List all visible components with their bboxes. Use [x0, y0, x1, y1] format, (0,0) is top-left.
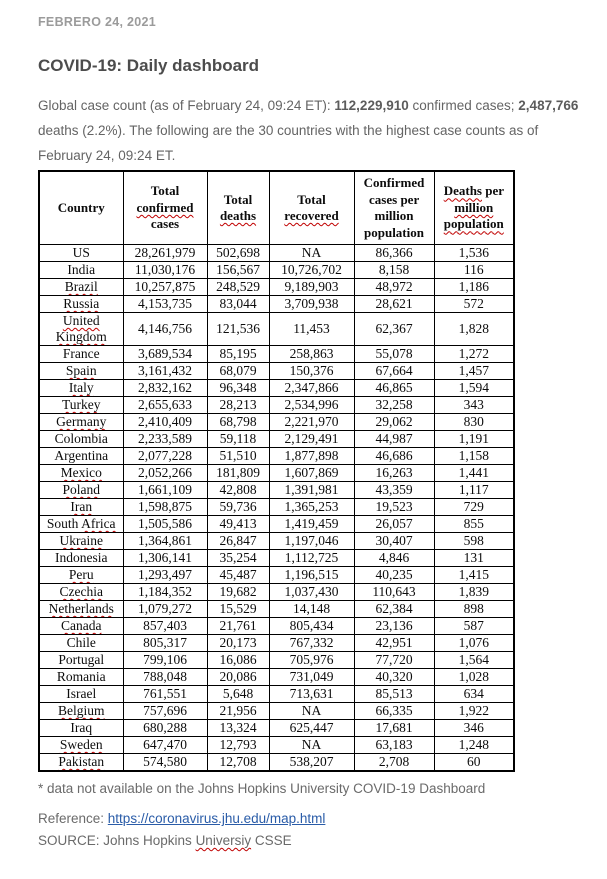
table-row — [39, 669, 514, 686]
value-cell: 26,847 — [207, 533, 269, 550]
value-cell: 11,030,176 — [123, 262, 207, 279]
column-header: Country — [39, 171, 123, 245]
value-cell: 1,117 — [434, 482, 514, 499]
value-cell: 1,419,459 — [269, 516, 354, 533]
value-cell: 11,453 — [269, 313, 354, 346]
value-cell: 2,832,162 — [123, 380, 207, 397]
value-cell: 1,191 — [434, 431, 514, 448]
value-cell: 598 — [434, 533, 514, 550]
table-row — [39, 601, 514, 618]
value-cell: 13,324 — [207, 720, 269, 737]
country-cell: Portugal — [39, 652, 123, 669]
country-cell: Colombia — [39, 431, 123, 448]
value-cell: 258,863 — [269, 346, 354, 363]
value-cell: 805,434 — [269, 618, 354, 635]
country-cell: Argentina — [39, 448, 123, 465]
country-cell: Belgium — [39, 703, 123, 720]
value-cell: 1,441 — [434, 465, 514, 482]
column-header: Deaths per million population — [434, 171, 514, 245]
table-row — [39, 482, 514, 499]
value-cell: NA — [269, 703, 354, 720]
value-cell: 85,513 — [354, 686, 434, 703]
value-cell: 68,079 — [207, 363, 269, 380]
value-cell: 55,078 — [354, 346, 434, 363]
value-cell: 4,153,735 — [123, 296, 207, 313]
table-row — [39, 737, 514, 754]
value-cell: 705,976 — [269, 652, 354, 669]
value-cell: 63,183 — [354, 737, 434, 754]
country-cell: Iran — [39, 499, 123, 516]
value-cell: 2,129,491 — [269, 431, 354, 448]
value-cell: 1,415 — [434, 567, 514, 584]
value-cell: 2,233,589 — [123, 431, 207, 448]
value-cell: 121,536 — [207, 313, 269, 346]
value-cell: 2,347,866 — [269, 380, 354, 397]
value-cell: 1,272 — [434, 346, 514, 363]
value-cell: 1,079,272 — [123, 601, 207, 618]
source-line — [38, 833, 579, 848]
country-cell: Russia — [39, 296, 123, 313]
value-cell: 15,529 — [207, 601, 269, 618]
table-row — [39, 703, 514, 720]
value-cell: 1,293,497 — [123, 567, 207, 584]
value-cell: 587 — [434, 618, 514, 635]
value-cell: 855 — [434, 516, 514, 533]
value-cell: 713,631 — [269, 686, 354, 703]
value-cell: 248,529 — [207, 279, 269, 296]
value-cell: 83,044 — [207, 296, 269, 313]
value-cell: 19,523 — [354, 499, 434, 516]
country-cell: Germany — [39, 414, 123, 431]
country-cell: Sweden — [39, 737, 123, 754]
table-row — [39, 652, 514, 669]
value-cell: 1,184,352 — [123, 584, 207, 601]
intro-bold-number: 2,487,766 — [518, 98, 579, 113]
value-cell: 44,987 — [354, 431, 434, 448]
value-cell: 181,809 — [207, 465, 269, 482]
value-cell: 59,736 — [207, 499, 269, 516]
value-cell: 96,348 — [207, 380, 269, 397]
value-cell: 19,682 — [207, 584, 269, 601]
date-label: FEBRERO 24, 2021 — [38, 15, 157, 29]
value-cell: 799,106 — [123, 652, 207, 669]
table-row — [39, 245, 514, 262]
table-row — [39, 567, 514, 584]
value-cell: 898 — [434, 601, 514, 618]
value-cell: 729 — [434, 499, 514, 516]
value-cell: 788,048 — [123, 669, 207, 686]
value-cell: 17,681 — [354, 720, 434, 737]
value-cell: 2,655,633 — [123, 397, 207, 414]
value-cell: 77,720 — [354, 652, 434, 669]
value-cell: 805,317 — [123, 635, 207, 652]
source-suffix: CSSE — [251, 833, 292, 848]
page-title: COVID-19: Daily dashboard — [38, 56, 260, 75]
value-cell: 16,086 — [207, 652, 269, 669]
value-cell: 10,726,702 — [269, 262, 354, 279]
country-cell: Iraq — [39, 720, 123, 737]
table-row — [39, 635, 514, 652]
value-cell: 2,052,266 — [123, 465, 207, 482]
value-cell: 8,158 — [354, 262, 434, 279]
country-cell: Israel — [39, 686, 123, 703]
value-cell: 1,536 — [434, 245, 514, 262]
table-row — [39, 380, 514, 397]
value-cell: 625,447 — [269, 720, 354, 737]
value-cell: 1,594 — [434, 380, 514, 397]
table-row — [39, 448, 514, 465]
value-cell: 48,972 — [354, 279, 434, 296]
country-cell: Pakistan — [39, 754, 123, 772]
table-row — [39, 279, 514, 296]
value-cell: 1,248 — [434, 737, 514, 754]
value-cell: 23,136 — [354, 618, 434, 635]
covid-table-body — [39, 245, 514, 772]
value-cell: 20,086 — [207, 669, 269, 686]
country-cell: Turkey — [39, 397, 123, 414]
value-cell: 5,648 — [207, 686, 269, 703]
value-cell: 40,320 — [354, 669, 434, 686]
country-cell: South Africa — [39, 516, 123, 533]
value-cell: 1,037,430 — [269, 584, 354, 601]
value-cell: 85,195 — [207, 346, 269, 363]
value-cell: 60 — [434, 754, 514, 772]
value-cell: 46,686 — [354, 448, 434, 465]
value-cell: 1,197,046 — [269, 533, 354, 550]
value-cell: 28,213 — [207, 397, 269, 414]
value-cell: 572 — [434, 296, 514, 313]
column-header: Total confirmed cases — [123, 171, 207, 245]
source-prefix: SOURCE: Johns Hopkins — [38, 833, 196, 848]
value-cell: 1,839 — [434, 584, 514, 601]
column-header: Total recovered — [269, 171, 354, 245]
value-cell: 634 — [434, 686, 514, 703]
value-cell: 62,367 — [354, 313, 434, 346]
table-row — [39, 262, 514, 279]
value-cell: 1,828 — [434, 313, 514, 346]
value-cell: 40,235 — [354, 567, 434, 584]
value-cell: 502,698 — [207, 245, 269, 262]
value-cell: 116 — [434, 262, 514, 279]
value-cell: 131 — [434, 550, 514, 567]
value-cell: 761,551 — [123, 686, 207, 703]
value-cell: 680,288 — [123, 720, 207, 737]
value-cell: 1,306,141 — [123, 550, 207, 567]
intro-bold-number: 112,229,910 — [334, 98, 409, 113]
table-row — [39, 720, 514, 737]
value-cell: 4,146,756 — [123, 313, 207, 346]
table-row — [39, 465, 514, 482]
value-cell: 9,189,903 — [269, 279, 354, 296]
value-cell: 1,661,109 — [123, 482, 207, 499]
value-cell: 1,112,725 — [269, 550, 354, 567]
value-cell: 1,196,515 — [269, 567, 354, 584]
value-cell: 3,689,534 — [123, 346, 207, 363]
covid-table — [38, 170, 515, 772]
value-cell: 86,366 — [354, 245, 434, 262]
value-cell: 757,696 — [123, 703, 207, 720]
value-cell: 3,161,432 — [123, 363, 207, 380]
value-cell: 1,158 — [434, 448, 514, 465]
country-cell: US — [39, 245, 123, 262]
intro-paragraph — [38, 93, 586, 168]
value-cell: 574,580 — [123, 754, 207, 772]
value-cell: 42,951 — [354, 635, 434, 652]
value-cell: 68,798 — [207, 414, 269, 431]
value-cell: 731,049 — [269, 669, 354, 686]
table-row — [39, 618, 514, 635]
reference-line — [38, 811, 579, 826]
value-cell: 59,118 — [207, 431, 269, 448]
value-cell: 16,263 — [354, 465, 434, 482]
value-cell: NA — [269, 245, 354, 262]
country-cell: Poland — [39, 482, 123, 499]
value-cell: 156,567 — [207, 262, 269, 279]
table-row — [39, 414, 514, 431]
value-cell: 857,403 — [123, 618, 207, 635]
reference-link[interactable]: https://coronavirus.jhu.edu/map.html — [107, 811, 326, 826]
table-row — [39, 296, 514, 313]
value-cell: 343 — [434, 397, 514, 414]
country-cell: Mexico — [39, 465, 123, 482]
country-cell: Czechia — [39, 584, 123, 601]
value-cell: 1,877,898 — [269, 448, 354, 465]
value-cell: 49,413 — [207, 516, 269, 533]
value-cell: 20,173 — [207, 635, 269, 652]
value-cell: 28,261,979 — [123, 245, 207, 262]
table-row — [39, 346, 514, 363]
country-cell: France — [39, 346, 123, 363]
value-cell: 538,207 — [269, 754, 354, 772]
intro-text: Global case count (as of February 24, 09:24 ET): — [38, 98, 335, 113]
value-cell: 51,510 — [207, 448, 269, 465]
table-row — [39, 499, 514, 516]
table-row — [39, 533, 514, 550]
value-cell: 12,708 — [207, 754, 269, 772]
country-cell: Spain — [39, 363, 123, 380]
value-cell: 767,332 — [269, 635, 354, 652]
value-cell: 42,808 — [207, 482, 269, 499]
value-cell: 10,257,875 — [123, 279, 207, 296]
value-cell: 2,534,996 — [269, 397, 354, 414]
value-cell: 21,761 — [207, 618, 269, 635]
value-cell: 2,221,970 — [269, 414, 354, 431]
value-cell: 35,254 — [207, 550, 269, 567]
column-header: Confirmed cases per million population — [354, 171, 434, 245]
intro-text: deaths (2.2%). The following are the 30 countries with the highest case counts as of February 24, 09:24 ET. — [38, 123, 539, 163]
value-cell: 1,186 — [434, 279, 514, 296]
country-cell: Peru — [39, 567, 123, 584]
country-cell: Romania — [39, 669, 123, 686]
value-cell: 2,077,228 — [123, 448, 207, 465]
value-cell: 46,865 — [354, 380, 434, 397]
table-row — [39, 397, 514, 414]
table-row — [39, 584, 514, 601]
value-cell: 3,709,938 — [269, 296, 354, 313]
table-row — [39, 754, 514, 772]
column-header: Total deaths — [207, 171, 269, 245]
country-cell: Canada — [39, 618, 123, 635]
reference-label: Reference: — [38, 811, 108, 826]
value-cell: 14,148 — [269, 601, 354, 618]
country-cell: Brazil — [39, 279, 123, 296]
value-cell: 2,708 — [354, 754, 434, 772]
value-cell: 647,470 — [123, 737, 207, 754]
table-row — [39, 431, 514, 448]
value-cell: 1,365,253 — [269, 499, 354, 516]
value-cell: 1,598,875 — [123, 499, 207, 516]
value-cell: 26,057 — [354, 516, 434, 533]
value-cell: 67,664 — [354, 363, 434, 380]
value-cell: 1,457 — [434, 363, 514, 380]
country-cell: India — [39, 262, 123, 279]
country-cell: Italy — [39, 380, 123, 397]
value-cell: 1,564 — [434, 652, 514, 669]
table-row — [39, 550, 514, 567]
intro-text: confirmed cases; — [408, 98, 519, 113]
country-cell: Indonesia — [39, 550, 123, 567]
value-cell: 32,258 — [354, 397, 434, 414]
value-cell: 1,391,981 — [269, 482, 354, 499]
value-cell: 4,846 — [354, 550, 434, 567]
country-cell: Netherlands — [39, 601, 123, 618]
value-cell: 45,487 — [207, 567, 269, 584]
value-cell: 30,407 — [354, 533, 434, 550]
country-cell: Chile — [39, 635, 123, 652]
value-cell: 150,376 — [269, 363, 354, 380]
value-cell: 21,956 — [207, 703, 269, 720]
country-cell: United Kingdom — [39, 313, 123, 346]
footnote: * data not available on the Johns Hopkins University COVID-19 Dashboard — [38, 781, 486, 796]
value-cell: 830 — [434, 414, 514, 431]
value-cell: 2,410,409 — [123, 414, 207, 431]
value-cell: 346 — [434, 720, 514, 737]
value-cell: NA — [269, 737, 354, 754]
table-header-row — [39, 171, 514, 245]
table-row — [39, 516, 514, 533]
value-cell: 29,062 — [354, 414, 434, 431]
value-cell: 1,364,861 — [123, 533, 207, 550]
value-cell: 1,076 — [434, 635, 514, 652]
value-cell: 110,643 — [354, 584, 434, 601]
value-cell: 1,028 — [434, 669, 514, 686]
value-cell: 1,922 — [434, 703, 514, 720]
value-cell: 1,607,869 — [269, 465, 354, 482]
value-cell: 28,621 — [354, 296, 434, 313]
value-cell: 12,793 — [207, 737, 269, 754]
value-cell: 66,335 — [354, 703, 434, 720]
source-misspelled-word: Universiy — [195, 833, 252, 848]
value-cell: 1,505,586 — [123, 516, 207, 533]
table-row — [39, 686, 514, 703]
table-row — [39, 313, 514, 346]
value-cell: 43,359 — [354, 482, 434, 499]
table-row — [39, 363, 514, 380]
country-cell: Ukraine — [39, 533, 123, 550]
value-cell: 62,384 — [354, 601, 434, 618]
